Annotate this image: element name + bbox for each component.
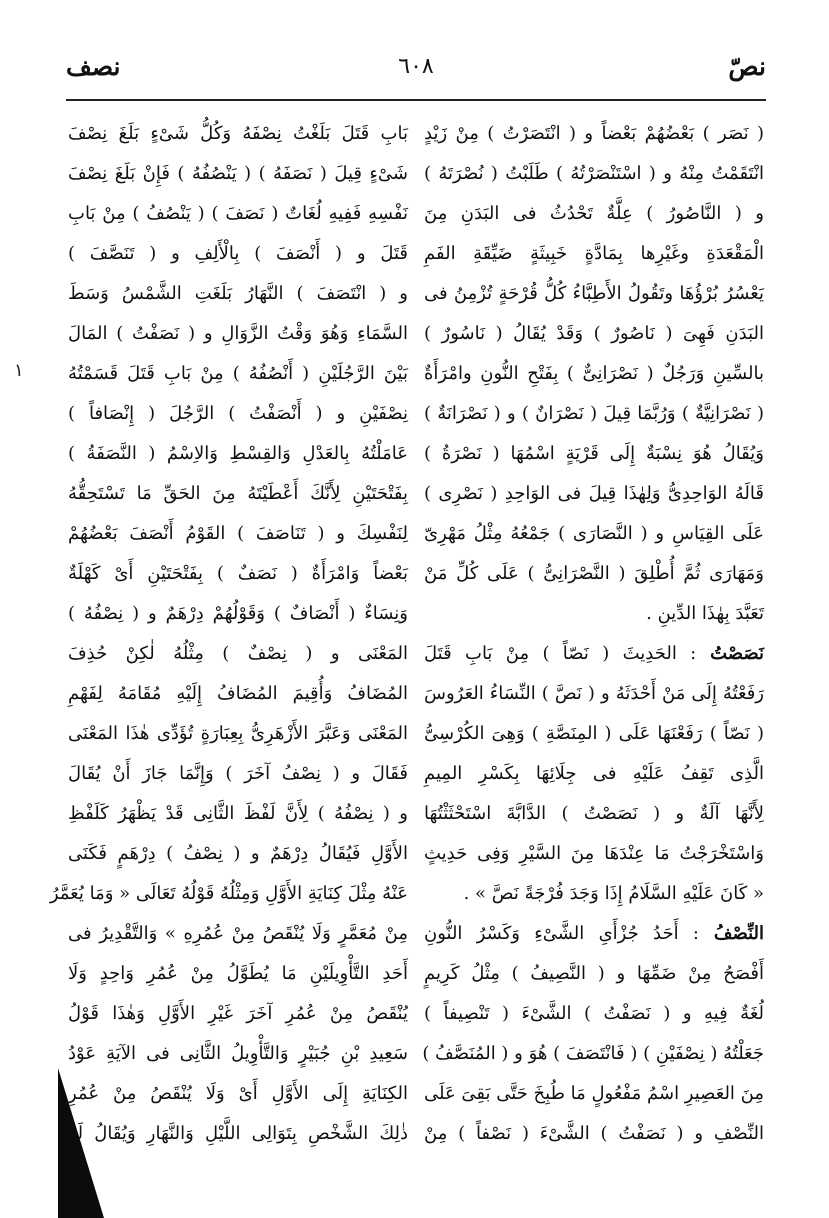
text-line: و ( النَّاصُورُ ) عِلَّةٌ تَحْدُثُ فى البَدَنِ مِنَ [424, 203, 764, 224]
text-line: ذٰلِكَ الشَّخْصِ بِتَوَالِى اللَّيْلِ وَالنَّهَارِ وَيُقَالُ لَهُ [68, 1123, 408, 1144]
text-line: « كَانَ عَلَيْهِ السَّلَامُ إِذَا وَجَدَ فُرْجَةً نَصَّ » . [463, 883, 764, 904]
text-line: فَقَالَ و ( نِصْفُ آخَرَ ) وَإِنَّمَا جَازَ أَنْ يُقَالَ [68, 763, 408, 784]
text-line: المُضَافُ وَأُقِيمَ المُضَافُ إِلَيْهِ مُقَامَهُ لِفَهْمِ [68, 683, 408, 704]
text-line: الأَوَّلِ فَيُقَالُ دِرْهَمٌ و ( نِصْفُ ) دِرْهَمٍ فَكَنَى [68, 843, 408, 864]
text-line: نَصَصْتُ : الحَدِيثَ ( نَصّاً ) مِنْ بَابِ قَتَلَ [424, 643, 764, 664]
entry-headword: نَصَصْتُ [696, 643, 764, 664]
text-line: عَنْهُ مِثْلَ كِنَايَةِ الأَوَّلِ وَمِثْلُهُ قَوْلُهُ تَعَالَى « وَمَا يُعَمَّرُ [49, 883, 408, 904]
text-line: بَيْنَ الرَّجُلَيْنِ ( أَنْصُفُهُ ) مِنْ بَابِ قَتَلَ قَسَمْتُهُ [68, 363, 408, 384]
text-line: السَّمَاءِ وَهُوَ وَقْتُ الزَّوَالِ و ( نَصَفْتُ ) المَالَ [68, 323, 408, 344]
text-line: ( نَصْرَانِيَّةٌ ) وَرُبَّمَا قِيلَ ( نَصْرَانٌ ) و ( نَصْرَانَةٌ ) [424, 403, 764, 424]
text-line: البَدَنِ فَهِىَ ( نَاصُورٌ ) وَقَدْ يُقَالُ ( نَاسُورٌ ) [424, 323, 764, 344]
text-line: الكِنَايَةِ إِلَى الأَوَّلِ أَىْ وَلَا يُنْقَصُ مِنْ عُمُرِ [68, 1083, 408, 1104]
book-spine-shadow [58, 1068, 104, 1218]
text-line: انْتَقَمْتُ مِنْهُ و ( اسْتَنْصَرْتُهُ ) طَلَبْتُ ( نُصْرَتَهُ ) [424, 163, 764, 184]
text-line: بَعْضاً وَامْرَأَةٌ ( نَصَفٌ ) بِفَتْحَتَيْنِ أَىْ كَهْلَةٌ [68, 563, 408, 584]
text-line: قَالَهُ الوَاحِدِىُّ وَلِهٰذَا قِيلَ فى الوَاحِدِ ( نَصْرِى ) [424, 483, 764, 504]
text-line: الْمَقْعَدَةِ وغَيْرِها بِمَادَّةٍ خَبِيثَةٍ ضَيِّقَةِ الفَمِ [424, 243, 764, 264]
text-line: رَفَعْتُهُ إِلَى مَنْ أَحْدَثَهُ و ( نَصَّ ) النِّسَاءُ العَرُوسَ [424, 683, 764, 704]
text-line: تَعَبَّدَ بِهٰذَا الدِّينِ . [646, 603, 764, 624]
text-line: بالسِّينِ وَرَجُلٌ ( نَصْرَانِىٌّ ) بِفَتْحِ النُّونِ وامْرَأَةٌ [424, 363, 764, 384]
text-line: ( نَصّاً ) رَفَعْنَهَا عَلَى ( المِنَصَّةِ ) وَهِىَ الكُرْسِىُّ [424, 723, 764, 744]
text-line: عَامَلْتُهُ بِالعَدْلِ وَالقِسْطِ وَالاِسْمُ ( النَّصَفَةُ ) [68, 443, 408, 464]
text-line: المَعْنَى و ( نِصْفٌ ) مِثْلُهُ لٰكِنْ حُذِفَ [68, 643, 408, 664]
text-line: سَعِيدِ بْنِ جُبَيْرٍ وَالتَّأْوِيلُ الثَّانِى فى الآيَةِ عَوْدُ [68, 1043, 408, 1064]
text-line: وَمَهَارَى ثُمَّ أُطْلِقَ ( النَّصْرَانِىُّ ) عَلَى كُلِّ مَنْ [424, 563, 764, 584]
text-line: شَىْءٍ قِيلَ ( نَصَفَهُ ) ( يَنْصُفُهُ ) فَإِنْ بَلَغَ نِصْفَ [68, 163, 408, 184]
left-column [49, 114, 408, 1144]
text-line: لِنَفْسِكَ و ( تَنَاصَفَ ) القَوْمُ أَنْصَفَ بَعْضُهُمْ [68, 523, 408, 544]
text-line: أَفْصَحُ مِنْ ضَمِّهَا و ( النَّصِيفُ ) مِثْلُ كَرِيمٍ [424, 963, 764, 984]
text-line: قَتَلَ و ( أَنْصَفَ ) بِالْأَلِفِ و ( تَنَصَّفَ ) [68, 243, 408, 264]
text-line: ( نَصَر ) بَعْضُهُمْ بَعْضاً و ( انْتَصَرْتُ ) مِنْ زَيْدٍ [424, 123, 764, 144]
text-line: يَعْسُرُ بُرْؤُهَا وتَقُولُ الأَطِبَّاءُ كُلُّ قُرْحَةٍ تُزْمِنُ فى [424, 283, 764, 304]
text-line: أَحَدِ التَّأْوِيلَيْنِ مَا يُطَوَّلُ مِنْ عُمُرِ وَاحِدٍ وَلَا [68, 963, 408, 984]
page-number: ٦٠٨ [398, 54, 434, 79]
text-line: بِفَتْحَتَيْنِ لِأَنَّكَ أَعْطَيْتَهُ مِنَ الحَقِّ مَا تَسْتَحِقُّهُ [68, 483, 408, 504]
running-headword-left: نصف [66, 52, 121, 81]
page-header [66, 52, 766, 96]
entry-headword: النِّصْفُ [698, 923, 764, 944]
header-rule [66, 99, 766, 101]
running-headword-right: نصّ [728, 52, 766, 81]
text-line: الَّذِى تَقِفُ عَلَيْهِ فى جِلَائِهَا بِكَسْرِ المِيمِ [424, 763, 764, 784]
right-column [422, 114, 764, 1144]
text-line: و ( انْتَصَفَ ) النَّهَارُ بَلَغَتِ الشَّمْسُ وَسَطَ [68, 283, 408, 304]
text-line: و ( نِصْفُهُ ) لِأَنَّ لَفْظَ الثَّانِى قَدْ يَظْهَرُ كَلَفْظِ [68, 803, 408, 824]
text-line: مِنْ مُعَمَّرٍ وَلَا يُنْقَصُ مِنْ عُمُرِهِ » وَالتَّقْدِيرُ فى [68, 923, 408, 944]
text-line: وَيُقَالُ هُوَ نِسْبَةٌ إِلَى قَرْيَةٍ اسْمُهَا ( نَصْرَةُ ) [424, 443, 764, 464]
text-line: لُغَةٌ فِيهِ و ( نَصَفْتُ ) الشَّىْءَ ( تَنْصِيفاً ) [424, 1003, 764, 1024]
text-line: وَاسْتَخْرَجْتُ مَا عِنْدَهَا مِنَ السَّيْرِ وَفِى حَدِيثٍ [424, 843, 764, 864]
text-line: بَابِ قَتَلَ بَلَغْتُ نِصْفَهُ وَكُلُّ شَىْءٍ بَلَغَ نِصْفَ [68, 123, 408, 144]
text-line: المَعْنَى وَعَبَّرَ الأَزْهَرِىُّ بِعِبَارَةٍ تُؤَدِّى هٰذَا المَعْنَى [68, 723, 408, 744]
text-line: نِصْفَيْنِ و ( أَنْصَفْتُ ) الرَّجُلَ ( إِنْصَافاً ) [68, 403, 408, 424]
text-line: النِّصْفُ : أَحَدُ جُزْأَىِ الشَّىْءِ وَكَسْرُ النُّونِ [424, 923, 764, 944]
text-line: جَعَلْتُهُ ( نِصْفَيْنِ ) ( فَانْتَصَفَ ) هُوَ و ( المُنَصَّفُ ) [422, 1043, 764, 1064]
text-line: يُنْقَصُ مِنْ عُمُرِ آخَرَ غَيْرِ الأَوَّلِ وَهٰذَا قَوْلُ [68, 1003, 408, 1024]
margin-note: ١ [14, 360, 24, 381]
text-line: النِّصْفِ و ( نَصَفْتُ ) الشَّىْءَ ( نَصْفاً ) مِنْ [424, 1123, 764, 1144]
text-line: مِنَ العَصِيرِ اسْمُ مَفْعُولٍ مَا طُبِخَ حَتَّى بَقِىَ عَلَى [423, 1083, 764, 1104]
text-line: لِأَنَّهَا آلَةٌ و ( نَصَصْتُ ) الدَّابَّةَ اسْتَحْثَثْتُهَا [424, 803, 764, 824]
text-line: عَلَى القِيَاسِ و ( النَّصَارَى ) جَمْعُهُ مِثْلُ مَهْرِىّ [424, 523, 764, 544]
text-line: وَنِسَاءٌ ( أَنْصَافٌ ) وَقَوْلُهُمْ دِرْهَمٌ و ( نِصْفُهُ ) [68, 603, 408, 624]
text-line: نَفْسِهِ فَفِيهِ لُغَاتٌ ( نَصَفَ ) ( يَنْصُفُ ) مِنْ بَابِ [68, 203, 408, 224]
